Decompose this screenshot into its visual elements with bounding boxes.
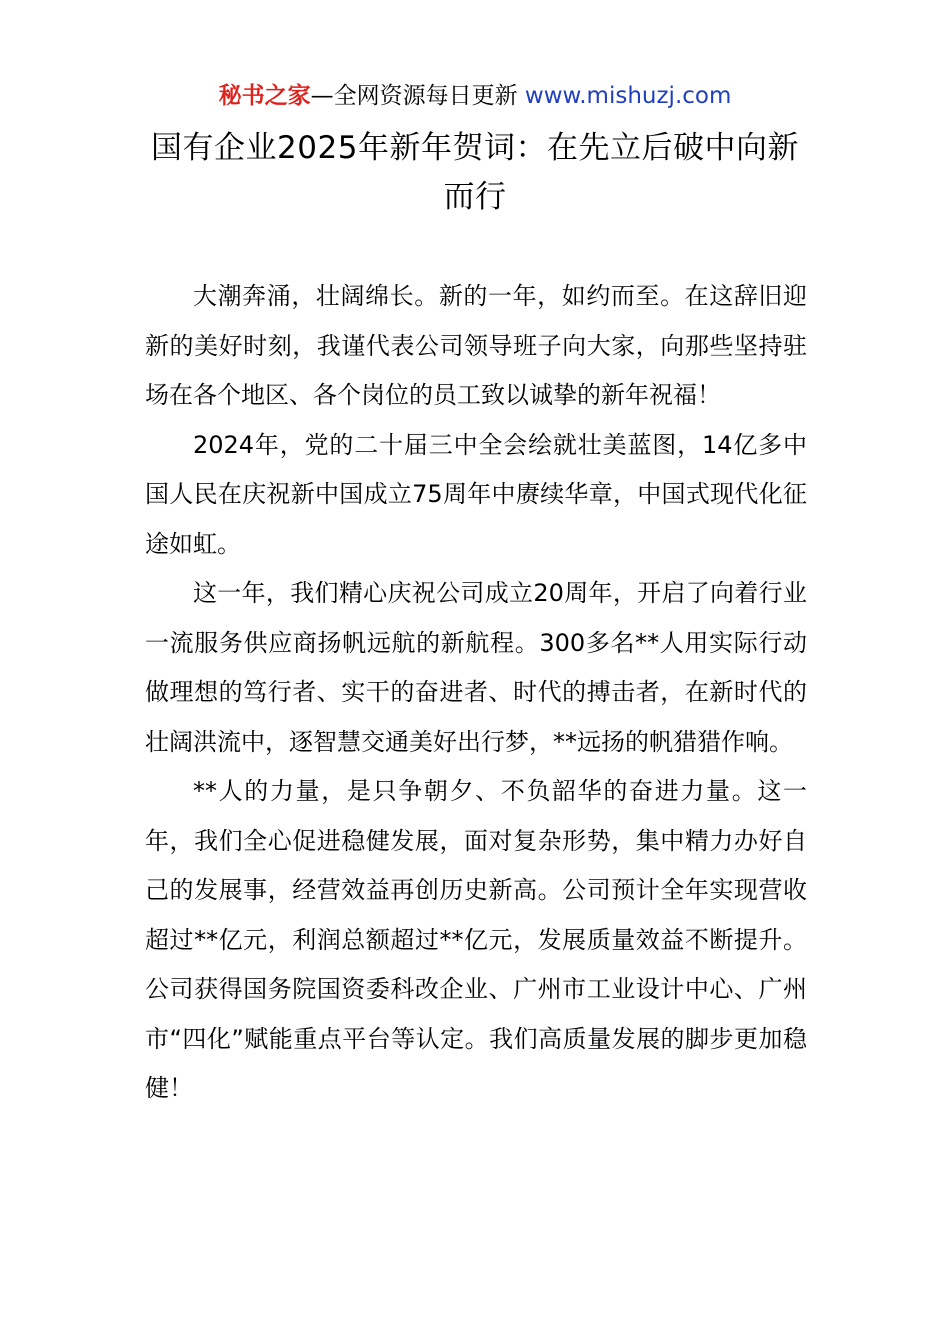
paragraph: 这一年，我们精心庆祝公司成立20周年，开启了向着行业一流服务供应商扬帆远航的新航程。300多名**人用实际行动做理想的笃行者、实干的奋进者、时代的搏击者，在新时代的壮阔洪流中，逐智慧交通美好出行梦，**远扬的帆猎猎作响。 <box>145 579 807 756</box>
paragraph: 2024年，党的二十届三中全会绘就壮美蓝图，14亿多中国人民在庆祝新中国成立75周年中赓续华章，中国式现代化征途如虹。 <box>145 430 807 558</box>
site-brand: 秘书之家 <box>218 83 311 109</box>
document-body <box>145 272 807 1114</box>
paragraph: 大潮奔涌，壮阔绵长。新的一年，如约而至。在这辞旧迎新的美好时刻，我谨代表公司领导班子向大家，向那些坚持驻场在各个地区、各个岗位的员工致以诚挚的新年祝福！ <box>145 282 807 409</box>
site-banner <box>0 80 950 112</box>
site-url-link[interactable]: www.mishuzj.com <box>524 83 732 109</box>
document-title: 国有企业2025年新年贺词：在先立后破中向新而行 <box>151 130 799 215</box>
site-tagline: —全网资源每日更新 <box>310 83 518 109</box>
paragraph: **人的力量，是只争朝夕、不负韶华的奋进力量。这一年，我们全心促进稳健发展，面对复杂形势，集中精力办好自己的发展事，经营效益再创历史新高。公司预计全年实现营收超过**亿元，利润总额超过**亿元，发展质量效益不断提升。公司获得国务院国资委科改企业、广州市工业设计中心、广州市“四化”赋能重点平台等认定。我们高质量发展的脚步更加稳健！ <box>145 777 807 1102</box>
